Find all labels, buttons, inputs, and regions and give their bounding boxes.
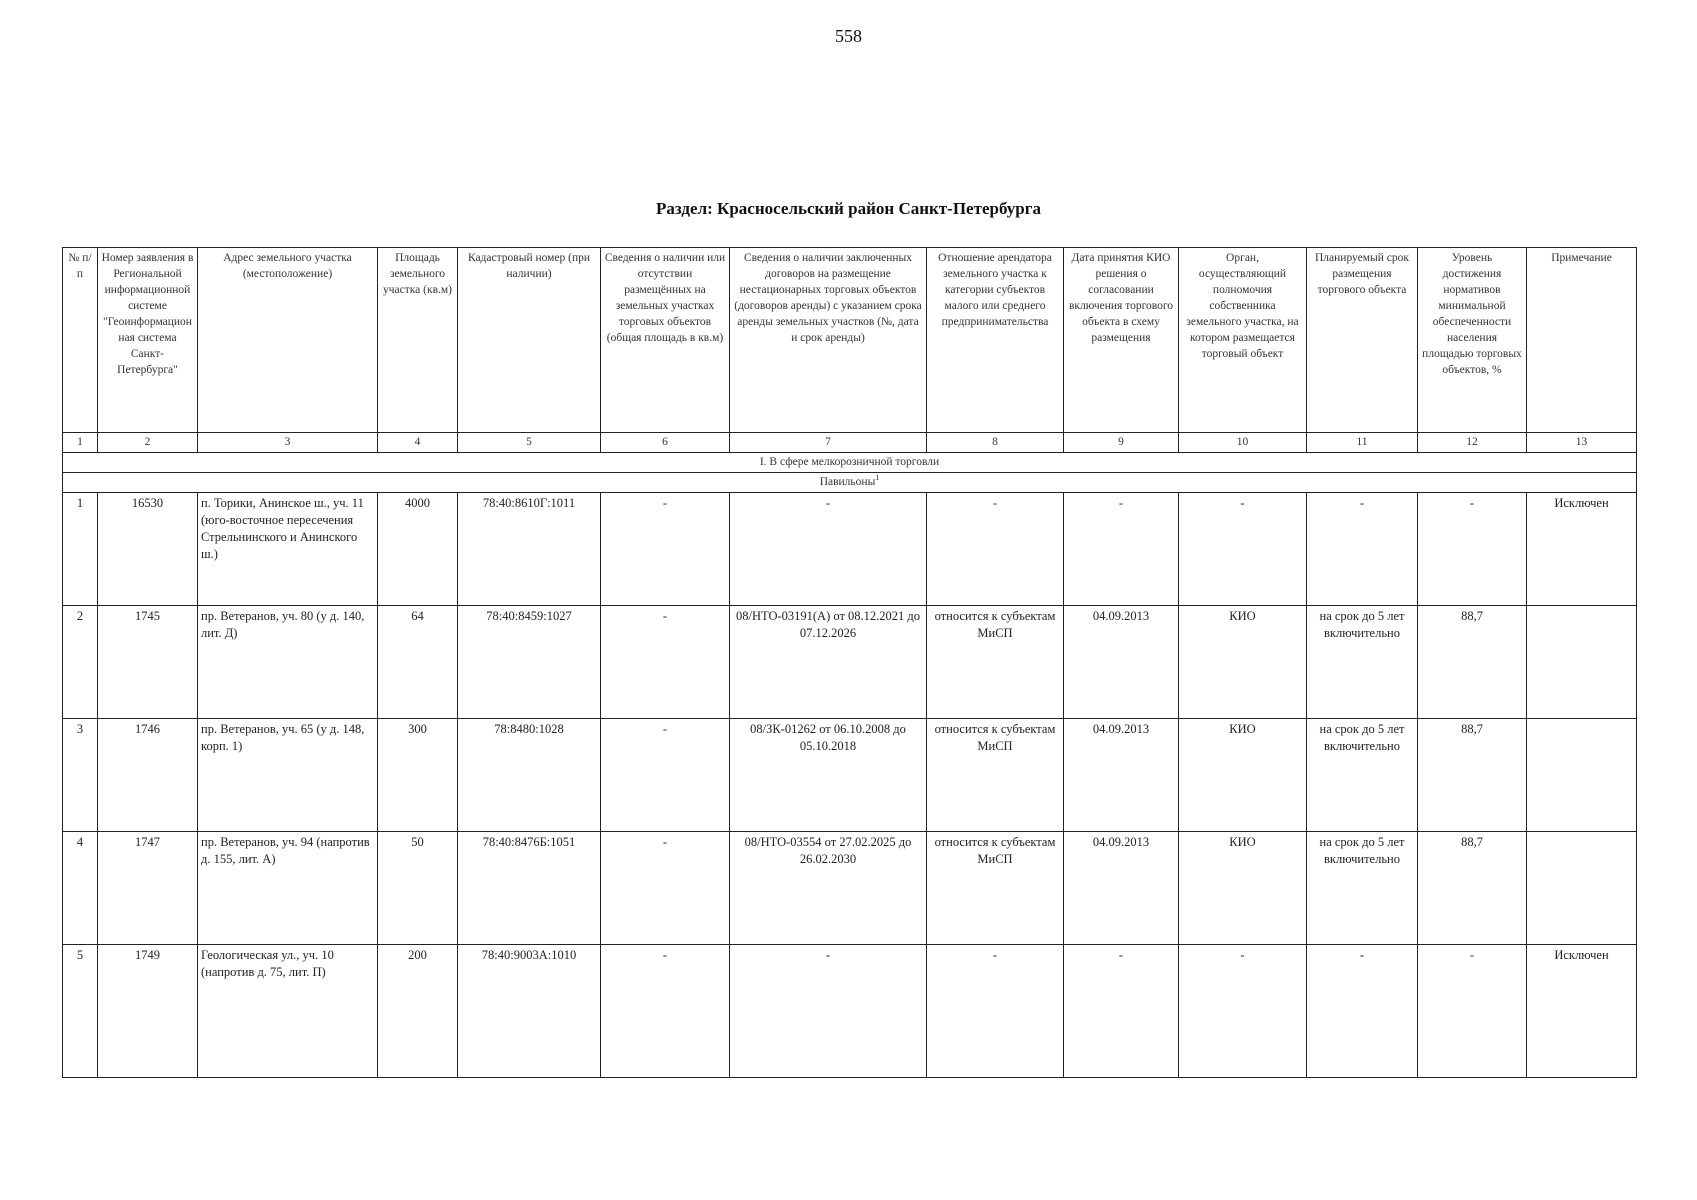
column-header: Сведения о наличии или отсутствии размещённых на земельных участках торговых объектов (общая площадь в кв.м)	[601, 248, 730, 433]
address: п. Торики, Анинское ш., уч. 11 (юго-восточное пересечения Стрельнинского и Анинского ш.)	[198, 493, 378, 606]
decision-date: -	[1064, 493, 1179, 606]
provision-level: -	[1418, 493, 1527, 606]
column-header: Сведения о наличии заключенных договоров на размещение нестационарных торговых объектов (договоров аренды) с указанием срока аренды земельных участков (№, дата и срок аренды)	[730, 248, 927, 433]
column-header: Примечание	[1527, 248, 1637, 433]
placement-term: -	[1307, 945, 1418, 1078]
placement-term: на срок до 5 лет включительно	[1307, 719, 1418, 832]
contracts: 08/НТО-03191(А) от 08.12.2021 до 07.12.2026	[730, 606, 927, 719]
placement-term: на срок до 5 лет включительно	[1307, 832, 1418, 945]
sme-status: относится к субъектам МиСП	[927, 606, 1064, 719]
column-number: 3	[198, 433, 378, 453]
application-number: 1749	[98, 945, 198, 1078]
sme-status: относится к субъектам МиСП	[927, 719, 1064, 832]
existing-objects: -	[601, 719, 730, 832]
authority: КИО	[1179, 719, 1307, 832]
decision-date: 04.09.2013	[1064, 606, 1179, 719]
table-row	[63, 945, 1637, 1078]
cadastral-number: 78:40:8476Б:1051	[458, 832, 601, 945]
row-number: 3	[63, 719, 98, 832]
column-header: Дата принятия КИО решения о согласовании включения торгового объекта в схему размещения	[1064, 248, 1179, 433]
area: 50	[378, 832, 458, 945]
column-number: 5	[458, 433, 601, 453]
column-number: 13	[1527, 433, 1637, 453]
note	[1527, 832, 1637, 945]
column-header: Отношение арендатора земельного участка к категории субъектов малого или среднего предпринимательства	[927, 248, 1064, 433]
contracts: 08/НТО-03554 от 27.02.2025 до 26.02.2030	[730, 832, 927, 945]
row-number: 1	[63, 493, 98, 606]
table-row	[63, 832, 1637, 945]
address: пр. Ветеранов, уч. 80 (у д. 140, лит. Д)	[198, 606, 378, 719]
area: 64	[378, 606, 458, 719]
column-number: 2	[98, 433, 198, 453]
contracts: -	[730, 493, 927, 606]
area: 200	[378, 945, 458, 1078]
header-row	[63, 248, 1637, 433]
subgroup-cell	[63, 473, 1637, 493]
subgroup-heading: Павильоны	[819, 476, 876, 488]
contracts: 08/ЗК-01262 от 06.10.2008 до 05.10.2018	[730, 719, 927, 832]
row-number: 4	[63, 832, 98, 945]
provision-level: 88,7	[1418, 606, 1527, 719]
area: 300	[378, 719, 458, 832]
application-number: 1745	[98, 606, 198, 719]
decision-date: 04.09.2013	[1064, 719, 1179, 832]
application-number: 1746	[98, 719, 198, 832]
note: Исключен	[1527, 945, 1637, 1078]
provision-level: 88,7	[1418, 832, 1527, 945]
cadastral-number: 78:40:8459:1027	[458, 606, 601, 719]
section-title: Раздел: Красносельский район Санкт-Петербурга	[656, 199, 1041, 218]
column-number: 7	[730, 433, 927, 453]
existing-objects: -	[601, 945, 730, 1078]
sme-status: -	[927, 493, 1064, 606]
page-number: 558	[835, 26, 862, 46]
authority: КИО	[1179, 832, 1307, 945]
authority: КИО	[1179, 606, 1307, 719]
column-number: 9	[1064, 433, 1179, 453]
existing-objects: -	[601, 493, 730, 606]
column-number: 1	[63, 433, 98, 453]
sme-status: относится к субъектам МиСП	[927, 832, 1064, 945]
row-number: 2	[63, 606, 98, 719]
table-row	[63, 493, 1637, 606]
cadastral-number: 78:40:9003А:1010	[458, 945, 601, 1078]
application-number: 1747	[98, 832, 198, 945]
column-header: Уровень достижения нормативов минимальной обеспеченности населения площадью торговых объектов, %	[1418, 248, 1527, 433]
table-row	[63, 719, 1637, 832]
address: пр. Ветеранов, уч. 94 (напротив д. 155, лит. А)	[198, 832, 378, 945]
existing-objects: -	[601, 832, 730, 945]
placement-term: -	[1307, 493, 1418, 606]
contracts: -	[730, 945, 927, 1078]
footnote-marker: 1	[875, 473, 880, 483]
column-header: Планируемый срок размещения торгового объекта	[1307, 248, 1418, 433]
column-number: 4	[378, 433, 458, 453]
column-header: Кадастровый номер (при наличии)	[458, 248, 601, 433]
note	[1527, 606, 1637, 719]
column-number: 6	[601, 433, 730, 453]
column-number: 10	[1179, 433, 1307, 453]
column-header: Адрес земельного участка (местоположение)	[198, 248, 378, 433]
address: Геологическая ул., уч. 10 (напротив д. 75, лит. П)	[198, 945, 378, 1078]
note	[1527, 719, 1637, 832]
decision-date: 04.09.2013	[1064, 832, 1179, 945]
application-number: 16530	[98, 493, 198, 606]
column-header: № п/п	[63, 248, 98, 433]
authority: -	[1179, 945, 1307, 1078]
table-row	[63, 606, 1637, 719]
column-number: 12	[1418, 433, 1527, 453]
row-number: 5	[63, 945, 98, 1078]
column-number: 11	[1307, 433, 1418, 453]
existing-objects: -	[601, 606, 730, 719]
provision-level: -	[1418, 945, 1527, 1078]
column-header: Номер заявления в Региональной информационной системе "Геоинформационная система Санкт-Петербурга"	[98, 248, 198, 433]
authority: -	[1179, 493, 1307, 606]
subgroup-row	[63, 473, 1637, 493]
provision-level: 88,7	[1418, 719, 1527, 832]
column-header: Площадь земельного участка (кв.м)	[378, 248, 458, 433]
address: пр. Ветеранов, уч. 65 (у д. 148, корп. 1)	[198, 719, 378, 832]
sme-status: -	[927, 945, 1064, 1078]
registry-table	[62, 247, 1637, 1078]
area: 4000	[378, 493, 458, 606]
column-number: 8	[927, 433, 1064, 453]
placement-term: на срок до 5 лет включительно	[1307, 606, 1418, 719]
column-header: Орган, осуществляющий полномочия собственника земельного участка, на котором размещается торговый объект	[1179, 248, 1307, 433]
cadastral-number: 78:40:8610Г:1011	[458, 493, 601, 606]
group-heading: I. В сфере мелкорозничной торговли	[63, 453, 1637, 473]
cadastral-number: 78:8480:1028	[458, 719, 601, 832]
note: Исключен	[1527, 493, 1637, 606]
column-number-row	[63, 433, 1637, 453]
decision-date: -	[1064, 945, 1179, 1078]
group-row	[63, 453, 1637, 473]
